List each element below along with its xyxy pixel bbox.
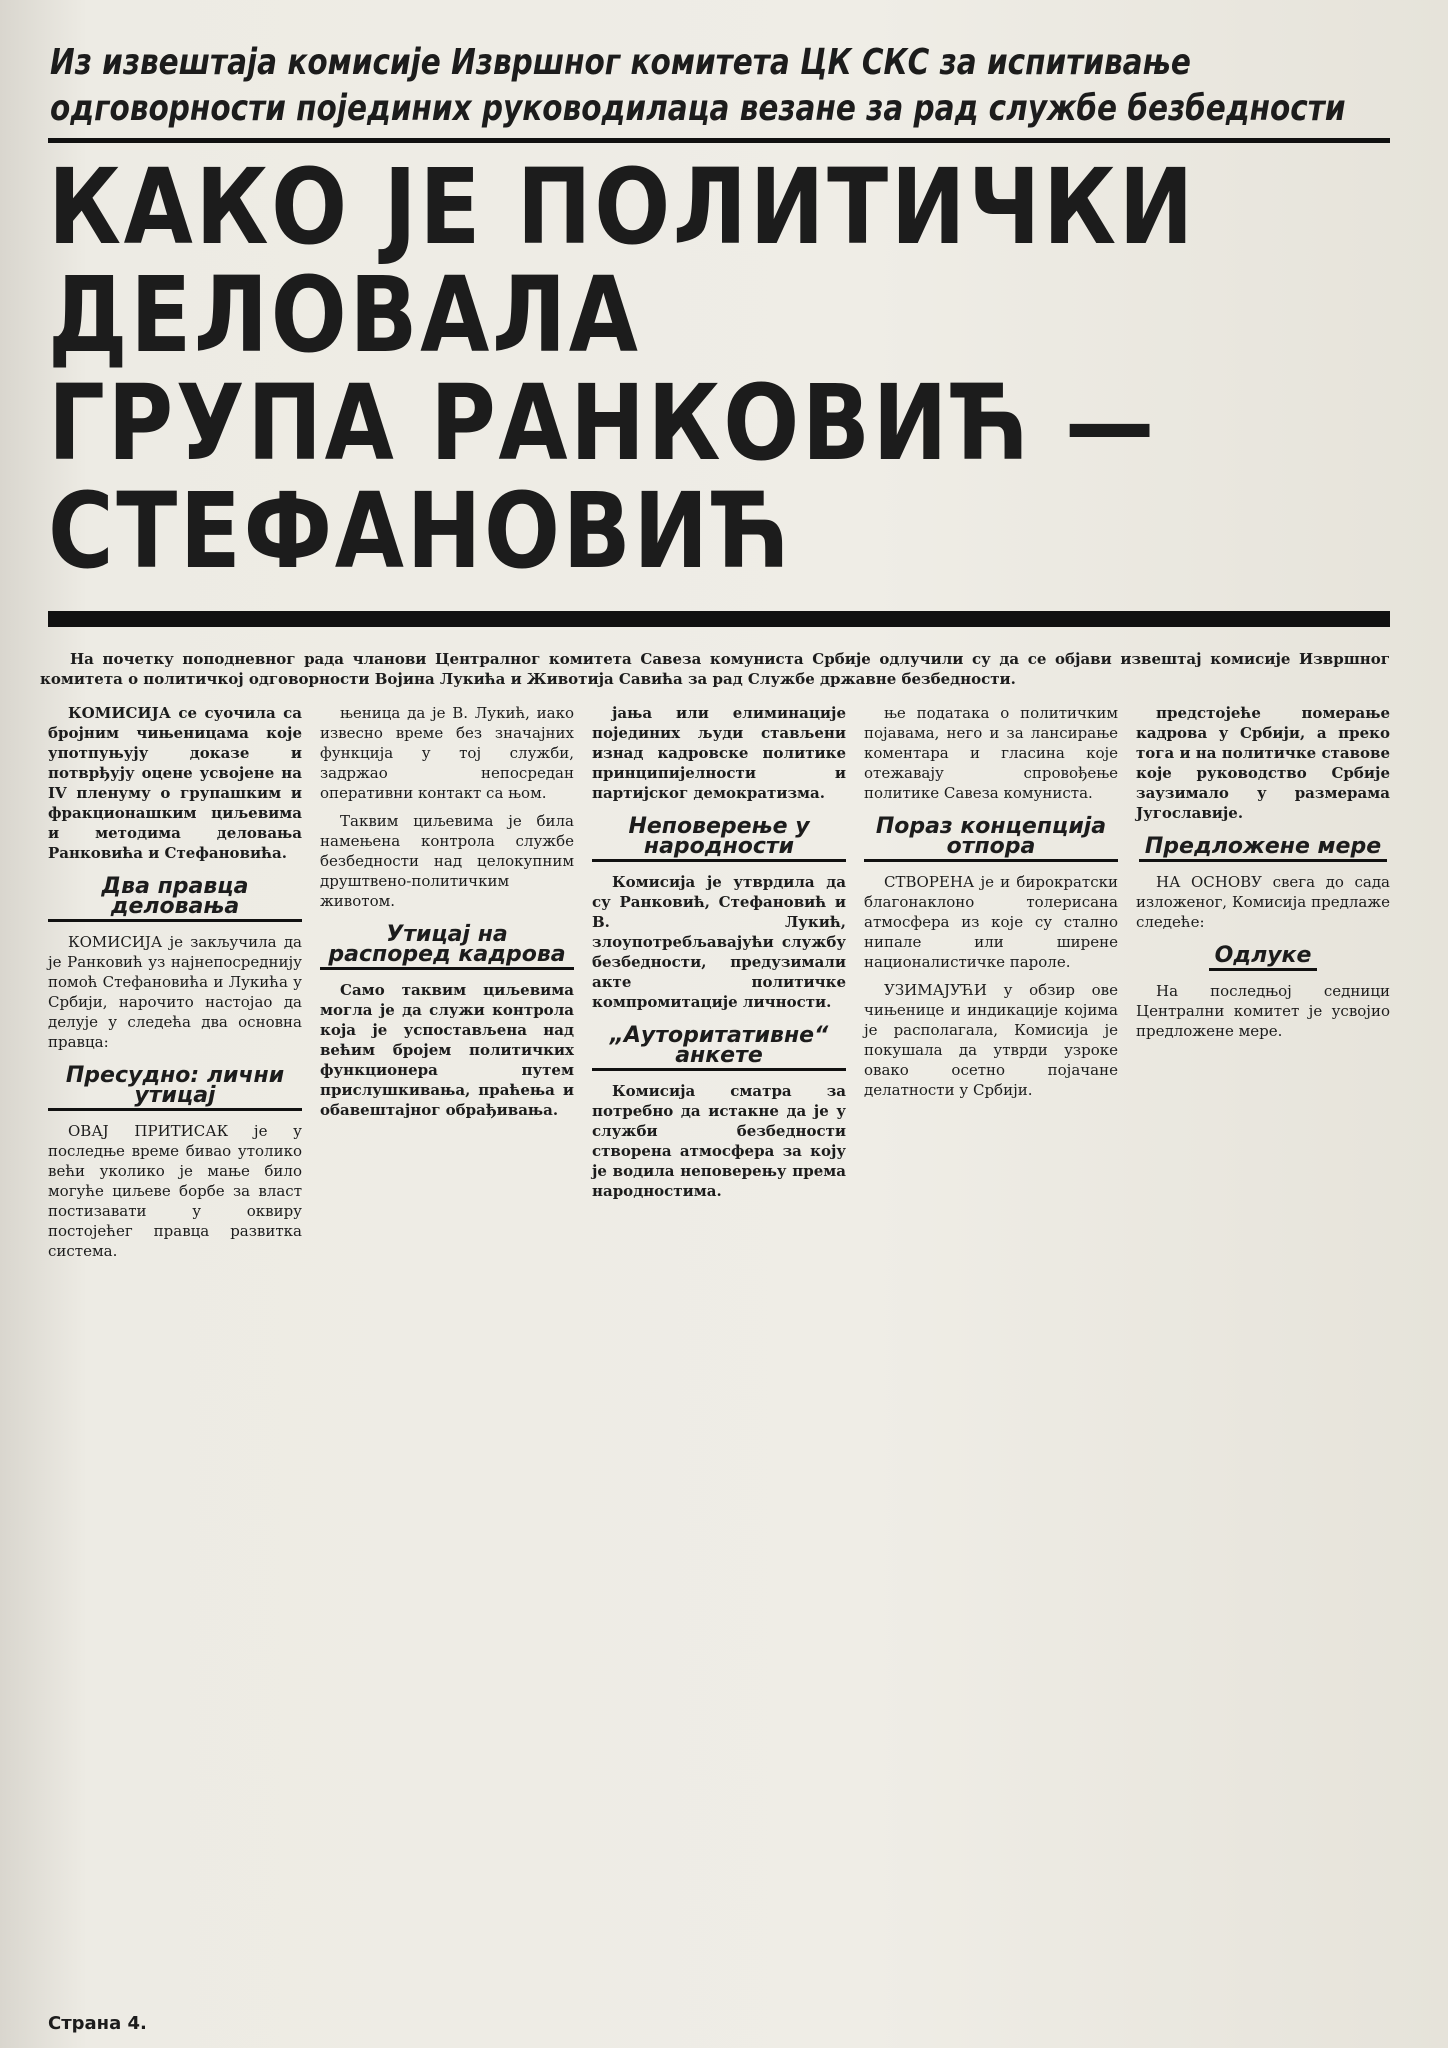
subheading: Предложене мере [1136, 835, 1390, 862]
paragraph: предстојеће померање кадрова у Србији, а преко тога и на политичке ставове које руководство Србије заузимало у размерама Југославије. [1136, 704, 1390, 822]
headline-line-2: ГРУПА РАНКОВИЋ — СТЕФАНОВИЋ [48, 362, 1157, 592]
headline-line-1: КАКО ЈЕ ПОЛИТИЧКИ ДЕЛОВАЛА [48, 146, 1197, 376]
subheading: Два правца деловања [48, 875, 302, 922]
subheading: Пресудно: лични утицај [48, 1064, 302, 1111]
main-rule [48, 611, 1390, 627]
kicker-headline: Из извештаја комисије Извршног комитета ЦК СКС за испитивање одговорности појединих руководилаца везане за рад службе безбедности [50, 42, 1346, 129]
subheading: Одлуке [1136, 944, 1390, 971]
paragraph: Само таквим циљевима могла је да служи контрола која је успостављена над већим бројем политичких функционера путем прислушкивања, праћења и обавештајног обрађивања. [320, 981, 574, 1119]
paragraph: Комисија сматра за потребно да истакне да је у служби безбедности створена атмосфера за коју је водила неповерењу према народностима. [592, 1082, 846, 1200]
paragraph: УЗИМАЈУЋИ у обзир ове чињенице и индикације којима је располагала, Комисија је покушала да утврди узроке овако осетно појачане делатности у Србији. [864, 981, 1118, 1099]
page-number: Страна 4. [48, 2013, 147, 2034]
column-3 [592, 703, 846, 1269]
article-columns [48, 703, 1390, 1269]
paragraph: КОМИСИЈА је закључила да је Ранковић уз најнепосреднију помоћ Стефановића и Лукића у Србији, нарочито настојао да делује у следећа два основна правца: [48, 933, 302, 1051]
paragraph: Таквим циљевима је била намењена контрола службе безбедности над целокупним друштвено-политичким животом. [320, 812, 574, 910]
column-2 [320, 703, 574, 1269]
paragraph: Комисија је утврдила да су Ранковић, Стефановић и В. Лукић, злоупотребљавајући службу безбедности, предузимали акте политичке компромитације личности. [592, 873, 846, 1011]
paragraph: ње података о политичким појавама, него и за лансирање коментара и гласина које отежавају спровођење политике Савеза комуниста. [864, 704, 1118, 802]
subheading: Утицај на распоред кадрова [320, 923, 574, 970]
top-rule [48, 138, 1390, 143]
paragraph: њеница да је В. Лукић, иако извесно време без значајних функција у тој служби, задржао непосредан оперативни контакт са њом. [320, 704, 574, 802]
paragraph: јања или елиминације појединих људи стављени изнад кадровске политике принципијелности и партијског демократизма. [592, 704, 846, 802]
subheading: Неповерење у народности [592, 815, 846, 862]
paragraph: СТВОРЕНА је и бирократски благонаклоно толерисана атмосфера из које су стално нипале или ширене националистичке пароле. [864, 873, 1118, 971]
column-1 [48, 703, 302, 1269]
paragraph: ОВАЈ ПРИТИСАК је у последње време бивао утолико већи уколико је мање било могуће циљеве борбе за власт постизавати у оквиру постојећег правца развитка система. [48, 1122, 302, 1260]
subheading: Пораз концепција отпора [864, 815, 1118, 862]
column-5 [1136, 703, 1390, 1269]
paragraph: КОМИСИЈА се суочила са бројним чињеницама које употпуњују доказе и потврђују оцене усвојене на IV пленуму о групашким и фракционашким циљевима и методима деловања Ранковића и Стефановића. [48, 704, 302, 862]
paragraph: НА ОСНОВУ свега до сада изложеног, Комисија предлаже следеће: [1136, 873, 1390, 931]
column-4 [864, 703, 1118, 1269]
subheading: „Ауторитативне“ анкете [592, 1024, 846, 1071]
paragraph: На последњој седници Централни комитет је усвојио предложене мере. [1136, 982, 1390, 1040]
main-headline [48, 146, 1395, 592]
intro-paragraph: На почетку поподневног рада чланови Централног комитета Савеза комуниста Србије одлучили су да се објави извештај комисије Извршног комитета о политичкој одговорности Војина Лукића и Животија Савића за рад Службе државне безбедности. [40, 650, 1390, 688]
